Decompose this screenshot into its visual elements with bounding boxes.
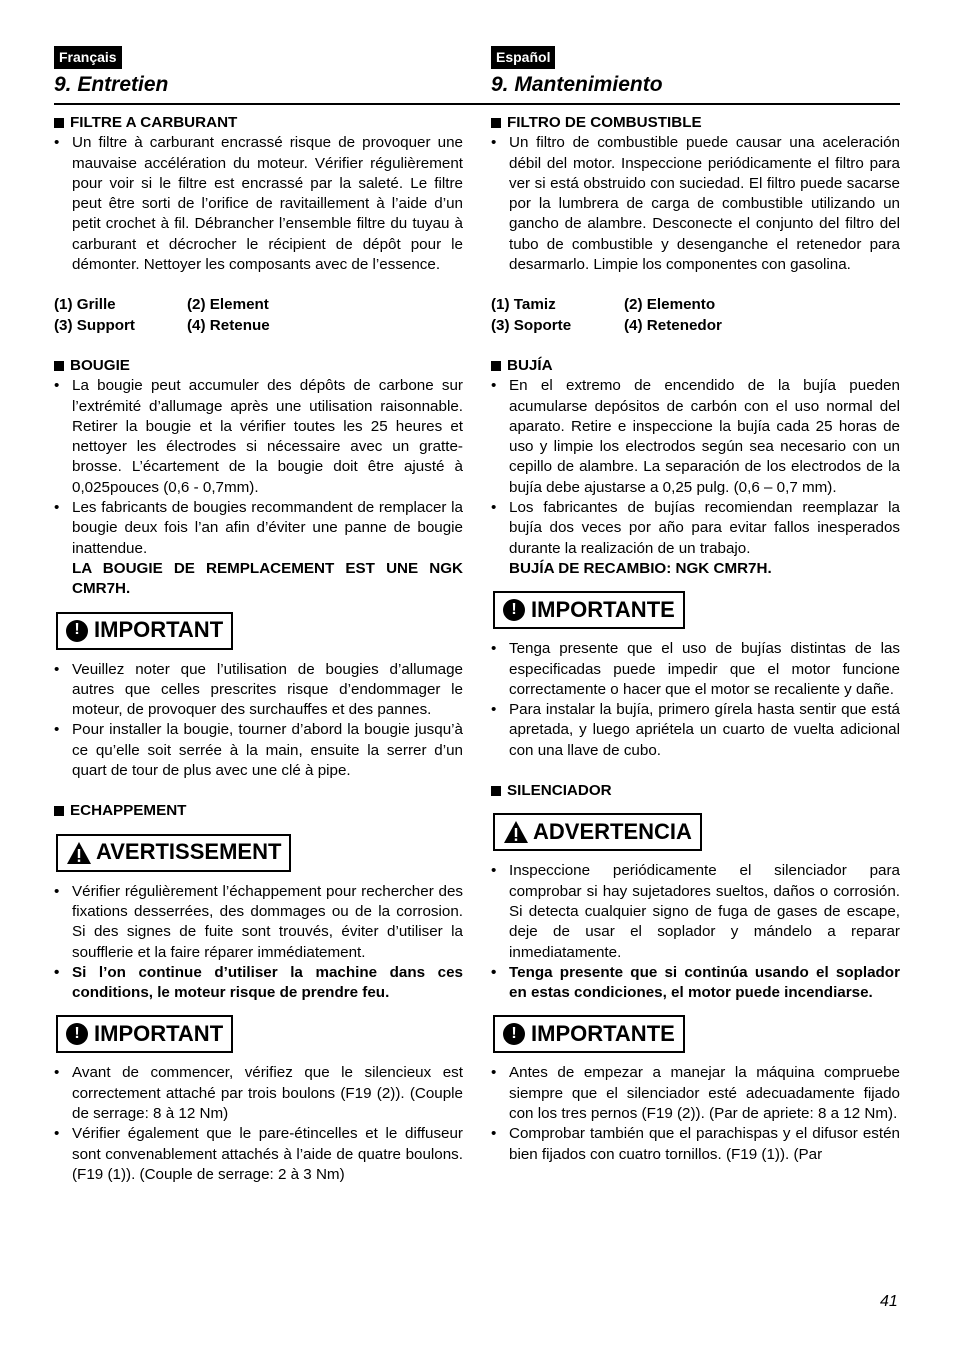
important-text: • Tenga presente que el uso de bujías distintas de las especificadas puede impedir que el motor funcione correctamente o hacer que el motor se recaliente y dañe. [491,639,900,700]
important-notice: ! IMPORTANTE [493,1015,685,1053]
warning-triangle-icon [66,841,92,865]
page-number: 41 [880,1293,898,1310]
important-text: • Veuillez noter que l’utilisation de bougies d’allumage autres que celles prescrites risque d’endommager le moteur, de provoquer des surchauffes et des pannes. [54,660,463,721]
important-text: • Comprobar también que el parachispas y el difusor estén bien fijados con cuatro tornillos. (F19 (1)). (Par [491,1124,900,1165]
important-text: • Para instalar la bujía, primero gírela hasta sentir que está apretada, y luego apriétela un cuarto de vuelta adicional con una llave de cubo. [491,700,900,761]
important-notice: ! IMPORTANTE [493,591,685,629]
fuel-filter-heading: FILTRE A CARBURANT [54,113,463,133]
warning-notice: AVERTISSEMENT [56,834,291,872]
exclamation-icon: ! [66,1023,88,1045]
parts-list [491,295,900,336]
parts-list [54,295,463,336]
replacement-plug-note: BUJÍA DE RECAMBIO: NGK CMR7H. [509,559,772,577]
part-label: (2) Elemento [624,296,716,314]
exclamation-icon: ! [503,1023,525,1045]
square-bullet-icon [491,118,501,128]
header-rule [54,103,900,105]
language-tab: Español [491,46,555,69]
warning-notice: ADVERTENCIA [493,813,702,851]
exhaust-heading: ECHAPPEMENT [54,801,463,821]
warning-text: • Si l’on continue d’utiliser la machine dans ces conditions, le moteur risque de prendre feu. [54,963,463,1004]
important-text: • Pour installer la bougie, tourner d’abord la bougie jusqu’à ce qu’elle soit serrée à la main, ensuite la serrer d’un quart de tour de plus avec une clé à pipe. [54,720,463,781]
square-bullet-icon [491,786,501,796]
fuel-filter-text: • Un filtro de combustible puede causar una aceleración débil del motor. Inspeccione periódicamente el filtro para ver si está obstruido con suciedad. El filtro puede sacarse por la lumbrera de carga de combustible utilizando un gancho de alambre. Desconecte el conjunto del filtro del tubo de combustible y desenganche el retenedor para desarmarlo. Limpie los componentes con gasolina. [491,133,900,275]
part-label: (3) Support [54,316,135,334]
important-text: • Vérifier également que le pare-étincelles et le diffuseur sont convenablement attachés à l’aide de quatre boulons. (F19 (1)). (Couple de serrage: 2 à 3 Nm) [54,1124,463,1185]
part-label: (4) Retenedor [624,316,722,334]
important-text: • Avant de commencer, vérifiez que le silencieux est correctement attaché par trois boulons (F19 (2)). (Couple de serrage: 8 à 12 Nm) [54,1063,463,1124]
spark-plug-heading: BUJÍA [491,356,900,376]
warning-text: • Inspeccione periódicamente el silenciador para comprobar si hay sujetadores sueltos, daños o corrosión. Si detecta cualquier signo de fuga de gases de escape, deje de usar el soplador y mándelo a reparar inmediatamente. [491,861,900,962]
fuel-filter-text: • Un filtre à carburant encrassé risque de provoquer une mauvaise accélération du moteur. Vérifier régulièrement pour voir si le filtre est encrassé par la saleté. Le filtre peut être sorti de l’orifice de ravitaillement à l’aide d’un petit crochet à fil. Débrancher l’ensemble filtre du tuyau à carburant et décrocher le récipient de dépôt pour le démonter. Nettoyer les composants avec de l’essence. [54,133,463,275]
warning-triangle-icon [503,820,529,844]
right-column-header [491,46,900,101]
important-notice: ! IMPORTANT [56,612,233,650]
important-text: • Antes de empezar a manejar la máquina compruebe siempre que el silenciador esté adecuadamente fijado con los tres pernos (F19 (2)). (Par de apriete: 8 a 12 Nm). [491,1063,900,1124]
part-label: (1) Tamiz [491,296,556,314]
square-bullet-icon [54,361,64,371]
replacement-plug-note: LA BOUGIE DE REMPLACEMENT EST UNE NGK CMR7H. [72,559,463,598]
square-bullet-icon [54,118,64,128]
language-tab: Français [54,46,122,69]
warning-text: • Tenga presente que si continúa usando el soplador en estas condiciones, el motor puede incendiarse. [491,963,900,1004]
important-notice: ! IMPORTANT [56,1015,233,1053]
left-column-header [54,46,463,101]
spark-plug-text: • Les fabricants de bougies recommandent de remplacer la bougie deux fois l’an afin d’éviter une panne de bougie inattendue. [54,498,463,559]
section-title: 9. Entretien [54,73,169,96]
warning-text: • Vérifier régulièrement l’échappement pour rechercher des fixations desserrées, des dommages ou de la corrosion. Si des signes de fuite sont trouvés, éviter d’utiliser la soufflerie et la faire réparer immédiatement. [54,882,463,963]
part-label: (3) Soporte [491,316,572,334]
spark-plug-text: • En el extremo de encendido de la bujía pueden acumularse depósitos de carbón con el uso normal del aparato. Retire e inspeccione la bujía cada 25 horas de uso y limpie los electrodos según sea necesario con un cepillo de alambre. La separación de los electrodos de la bujía debe ajustarse a 0,25 pulg. (0,6 – 0,7 mm). [491,376,900,498]
spark-plug-text: • Los fabricantes de bujías recomiendan reemplazar la bujía dos veces por año para evitar fallos inesperados durante la realización de un trabajo. [491,498,900,559]
right-content [491,113,900,1165]
left-content [54,113,463,1185]
spark-plug-text: • La bougie peut accumuler des dépôts de carbone sur l’extrémité d’allumage après une utilisation raisonnable. Retirer la bougie et la vérifier toutes les 25 heures et nettoyer les électrodes si nécessaire avec un gratte-brosse. L’écartement de la bougie doit être ajusté à 0,025pouces (0,6 - 0,7mm). [54,376,463,498]
square-bullet-icon [491,361,501,371]
section-title: 9. Mantenimiento [491,73,663,96]
exclamation-icon: ! [503,599,525,621]
part-label: (1) Grille [54,296,116,314]
square-bullet-icon [54,806,64,816]
part-label: (2) Element [187,296,269,314]
part-label: (4) Retenue [187,316,270,334]
exhaust-heading: SILENCIADOR [491,781,900,801]
exclamation-icon: ! [66,620,88,642]
fuel-filter-heading: FILTRO DE COMBUSTIBLE [491,113,900,133]
spark-plug-heading: BOUGIE [54,356,463,376]
